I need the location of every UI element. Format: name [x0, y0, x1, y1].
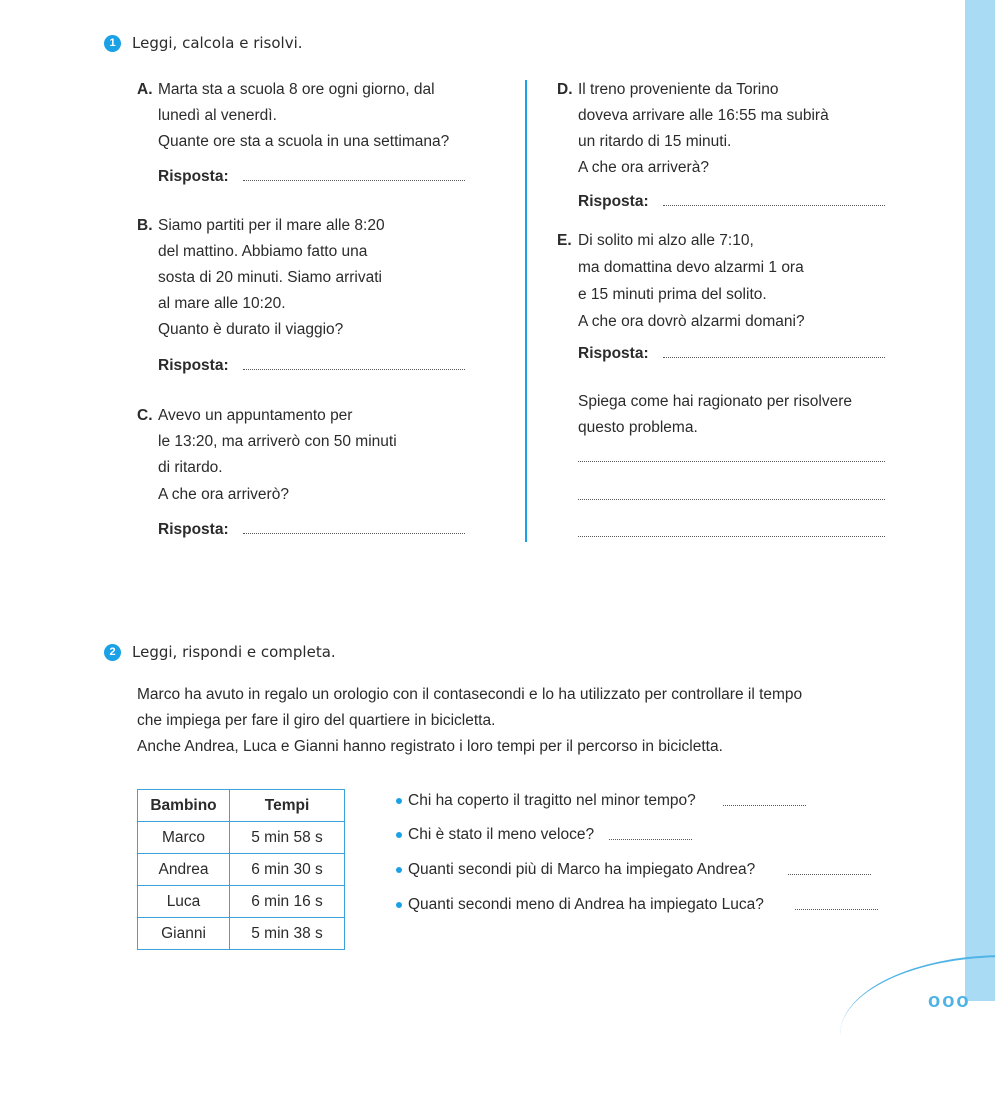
corner-arc-decoration [840, 955, 995, 1115]
table-cell-time: 5 min 38 s [230, 918, 345, 950]
problem-b-letter: B. [137, 217, 153, 234]
table-cell-time: 6 min 30 s [230, 854, 345, 886]
explanation-line-1[interactable] [578, 461, 885, 462]
question-4-answer-line[interactable] [795, 909, 878, 910]
problem-e-answer-label: Risposta: [578, 345, 649, 362]
question-3-answer-line[interactable] [788, 874, 871, 875]
question-2: Chi è stato il meno veloce? [408, 826, 595, 843]
table-cell-time: 6 min 16 s [230, 886, 345, 918]
question-3: Quanti secondi più di Marco ha impiegato Andrea? [408, 861, 756, 878]
problem-c-line-3: di ritardo. [158, 459, 223, 476]
problem-d-line-2: doveva arrivare alle 16:55 ma subirà [578, 107, 829, 124]
problem-a-line-1: Marta sta a scuola 8 ore ogni giorno, dal [158, 81, 435, 98]
question-1: Chi ha coperto il tragitto nel minor tempo? [408, 792, 696, 809]
table-row [138, 822, 345, 854]
problem-b-answer-line[interactable] [243, 369, 465, 370]
table-row [138, 854, 345, 886]
problem-c-answer-line[interactable] [243, 533, 465, 534]
problem-c-letter: C. [137, 407, 153, 424]
problem-b-line-5: Quanto è durato il viaggio? [158, 321, 344, 338]
problem-c-answer-label: Risposta: [158, 521, 229, 538]
problem-b-line-4: al mare alle 10:20. [158, 295, 286, 312]
bullet-icon [396, 902, 402, 908]
table-cell-name: Marco [138, 822, 230, 854]
table-cell-name: Gianni [138, 918, 230, 950]
table-cell-time: 5 min 58 s [230, 822, 345, 854]
exercise-2-paragraph-line-3: Anche Andrea, Luca e Gianni hanno registrato i loro tempi per il percorso in bicicletta. [137, 738, 723, 755]
problem-d-line-3: un ritardo di 15 minuti. [578, 133, 732, 150]
exercise-1-badge: 1 [104, 35, 121, 52]
table-header-tempi: Tempi [230, 790, 345, 822]
problem-a-line-2: lunedì al venerdì. [158, 107, 277, 124]
explanation-line-3[interactable] [578, 536, 885, 537]
exercise-2-paragraph-line-1: Marco ha avuto in regalo un orologio con il contasecondi e lo ha utilizzato per controllare il tempo [137, 686, 803, 703]
page-number-cutoff: ooo [928, 990, 971, 1012]
table-header-row [138, 790, 345, 822]
problem-e-line-1: Di solito mi alzo alle 7:10, [578, 232, 754, 249]
problem-d-answer-label: Risposta: [578, 193, 649, 210]
bullet-icon [396, 867, 402, 873]
problem-c-line-1: Avevo un appuntamento per [158, 407, 353, 424]
bullet-icon [396, 798, 402, 804]
problem-a-line-3: Quante ore sta a scuola in una settimana? [158, 133, 450, 150]
exercise-1-title: Leggi, calcola e risolvi. [132, 34, 303, 52]
problem-b-line-3: sosta di 20 minuti. Siamo arrivati [158, 269, 382, 286]
table-header-bambino: Bambino [138, 790, 230, 822]
question-1-answer-line[interactable] [723, 805, 806, 806]
exercise-2-badge: 2 [104, 644, 121, 661]
problem-e-line-2: ma domattina devo alzarmi 1 ora [578, 259, 804, 276]
problem-c-line-4: A che ora arriverò? [158, 486, 289, 503]
problem-a-letter: A. [137, 81, 153, 98]
problem-e-line-4: A che ora dovrò alzarmi domani? [578, 313, 805, 330]
problem-e-explain-line-1: Spiega come hai ragionato per risolvere [578, 393, 852, 410]
explanation-line-2[interactable] [578, 499, 885, 500]
times-table [137, 789, 345, 950]
column-divider [525, 80, 527, 542]
problem-c-line-2: le 13:20, ma arriverò con 50 minuti [158, 433, 397, 450]
problem-e-answer-line[interactable] [663, 357, 885, 358]
table-row [138, 918, 345, 950]
problem-b-answer-label: Risposta: [158, 357, 229, 374]
problem-e-letter: E. [557, 232, 572, 249]
side-color-strip [965, 0, 995, 1001]
problem-b-line-1: Siamo partiti per il mare alle 8:20 [158, 217, 385, 234]
question-4: Quanti secondi meno di Andrea ha impiegato Luca? [408, 896, 764, 913]
problem-b-line-2: del mattino. Abbiamo fatto una [158, 243, 368, 260]
problem-e-explain-line-2: questo problema. [578, 419, 698, 436]
table-row [138, 886, 345, 918]
exercise-2-paragraph-line-2: che impiega per fare il giro del quartiere in bicicletta. [137, 712, 496, 729]
problem-d-line-4: A che ora arriverà? [578, 159, 709, 176]
problem-d-answer-line[interactable] [663, 205, 885, 206]
problem-d-line-1: Il treno proveniente da Torino [578, 81, 779, 98]
table-cell-name: Luca [138, 886, 230, 918]
question-2-answer-line[interactable] [609, 839, 692, 840]
exercise-2-title: Leggi, rispondi e completa. [132, 643, 336, 661]
bullet-icon [396, 832, 402, 838]
problem-a-answer-label: Risposta: [158, 168, 229, 185]
problem-e-line-3: e 15 minuti prima del solito. [578, 286, 767, 303]
problem-a-answer-line[interactable] [243, 180, 465, 181]
problem-d-letter: D. [557, 81, 573, 98]
table-cell-name: Andrea [138, 854, 230, 886]
